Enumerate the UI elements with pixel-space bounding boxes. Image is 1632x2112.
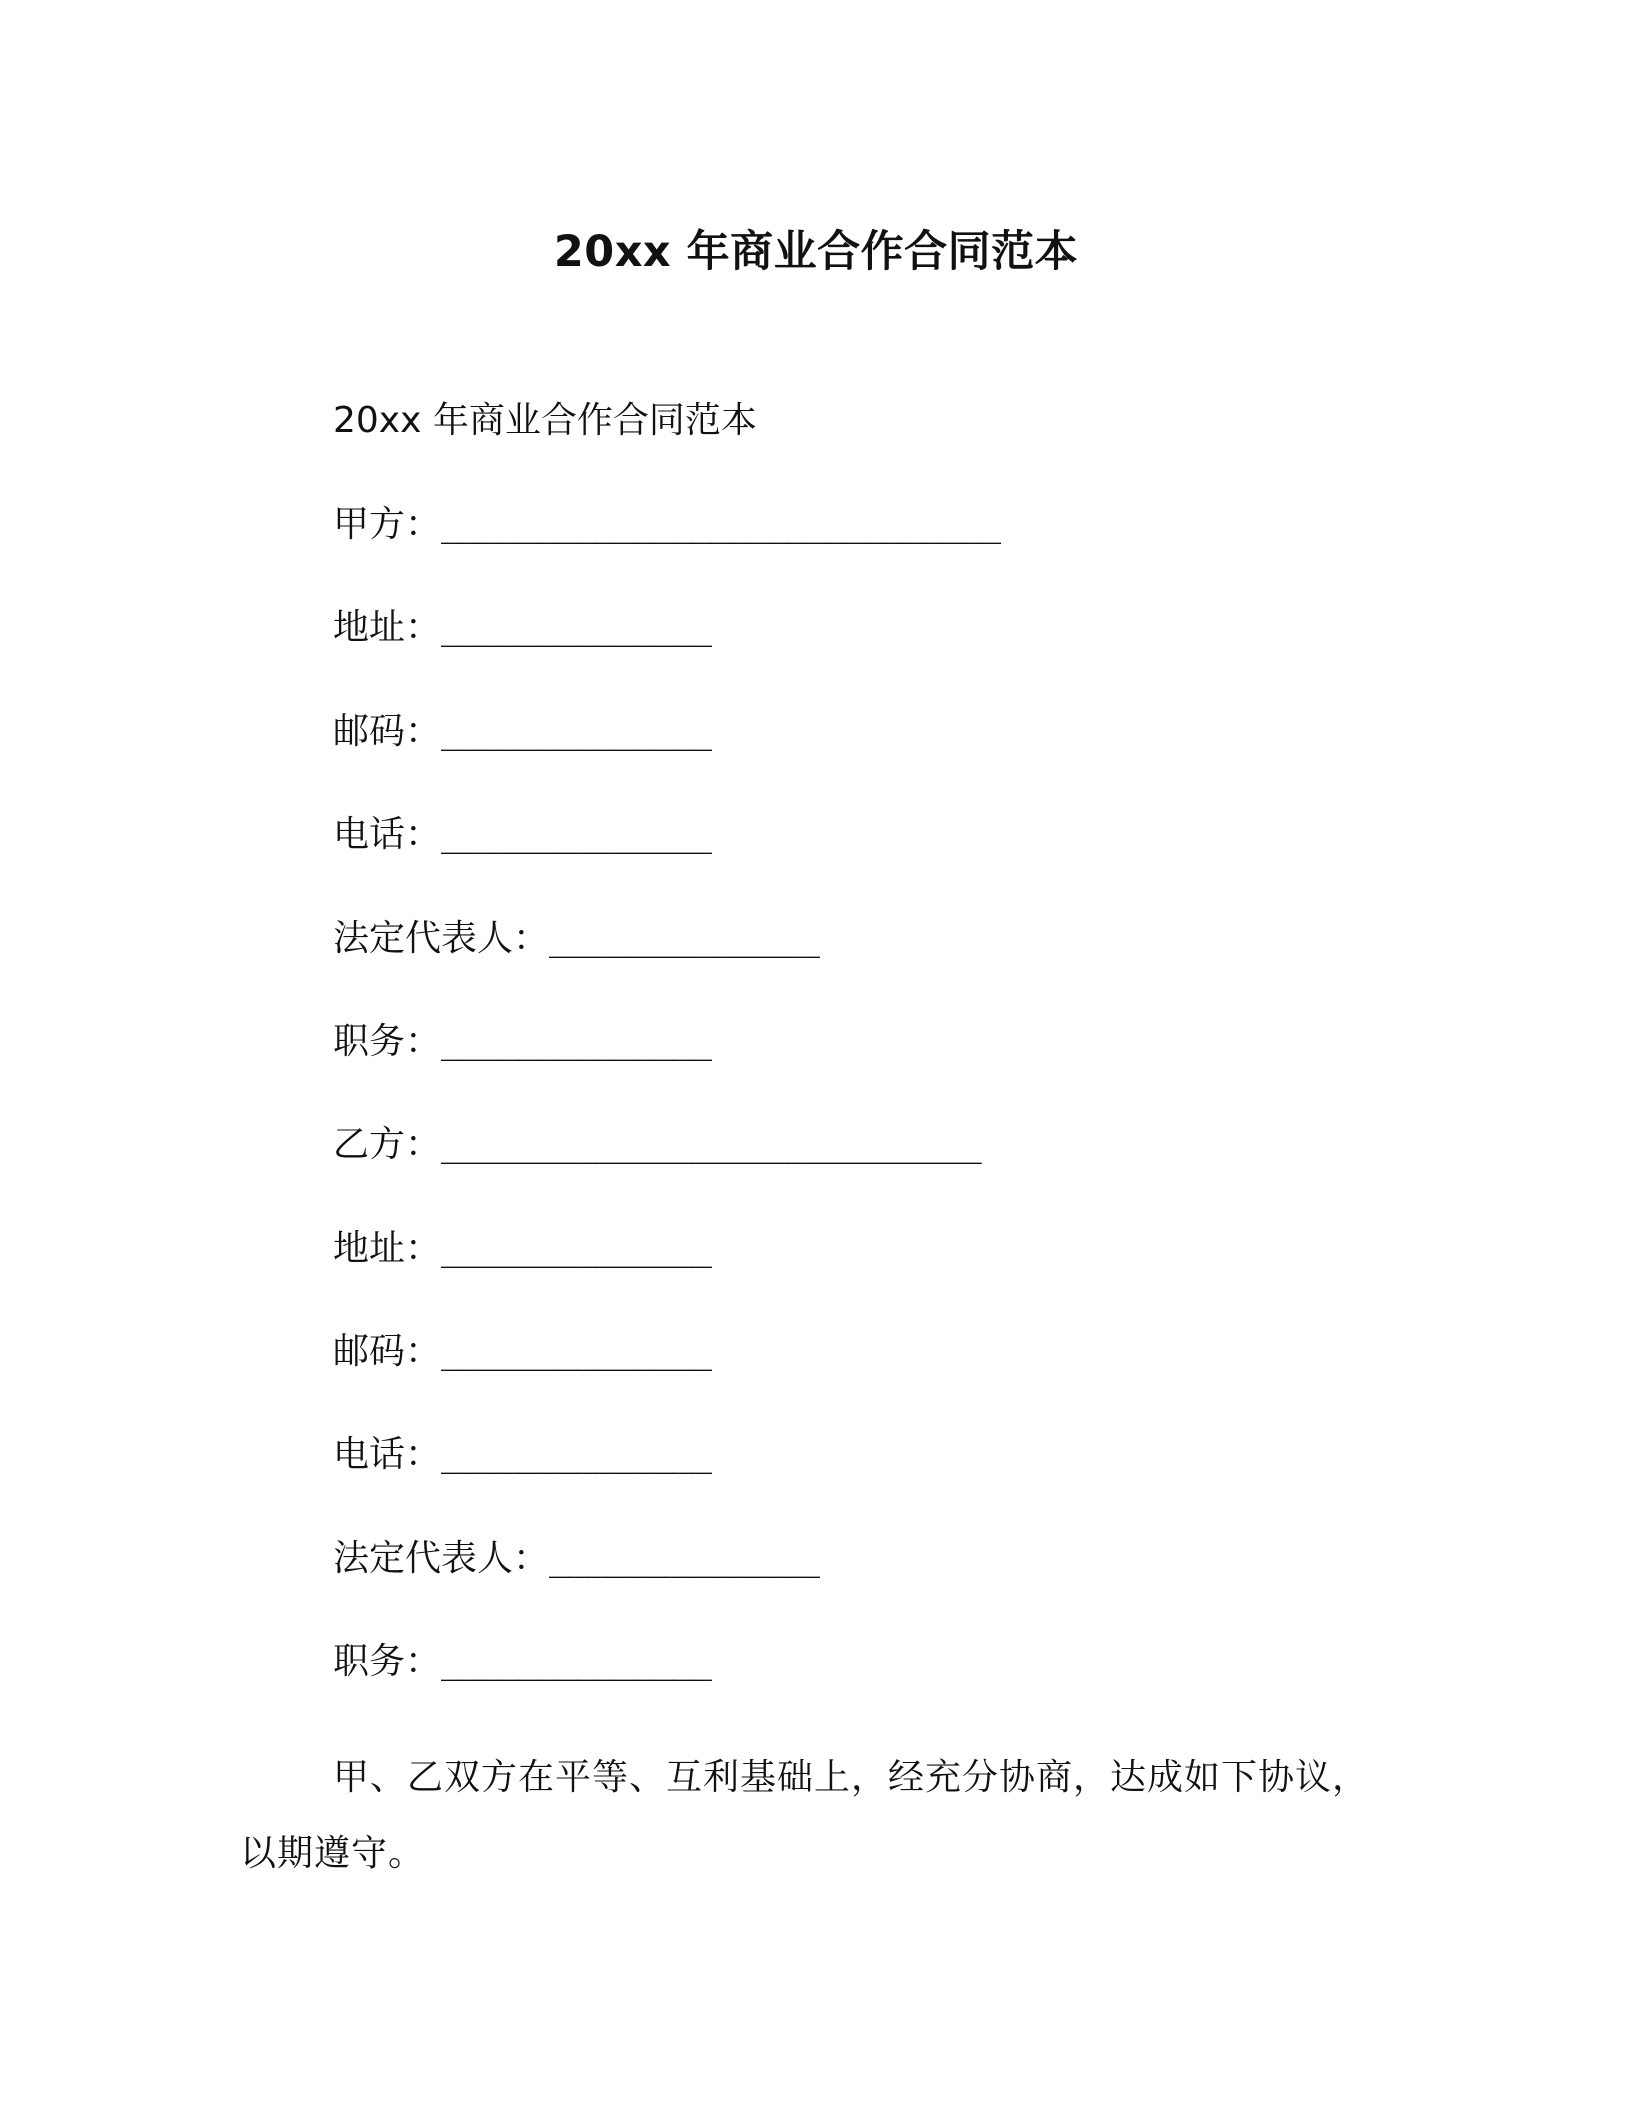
party-b-postcode-label: 邮码： bbox=[333, 1331, 442, 1372]
party-a-position-field bbox=[333, 1017, 711, 1067]
party-b-position-label: 职务： bbox=[333, 1641, 442, 1682]
party-b-name-label: 乙方： bbox=[333, 1124, 442, 1165]
party-a-postcode-field bbox=[333, 707, 711, 757]
party-a-phone-field bbox=[333, 810, 711, 860]
party-b-address-blank: ______________ bbox=[441, 1229, 711, 1269]
party-b-position-field bbox=[333, 1637, 711, 1687]
party-b-address-field bbox=[333, 1224, 711, 1274]
party-b-address-label: 地址： bbox=[333, 1228, 442, 1269]
party-b-name-field bbox=[333, 1120, 981, 1170]
party-b-phone-blank: ______________ bbox=[441, 1435, 711, 1475]
party-b-postcode-field bbox=[333, 1327, 711, 1377]
party-a-postcode-blank: ______________ bbox=[441, 712, 711, 752]
party-a-phone-label: 电话： bbox=[333, 814, 442, 855]
party-b-legal-rep-label: 法定代表人： bbox=[333, 1538, 550, 1579]
party-b-postcode-blank: ______________ bbox=[441, 1332, 711, 1372]
party-a-phone-blank: ______________ bbox=[441, 815, 711, 855]
party-b-name-blank: ____________________________ bbox=[441, 1125, 981, 1165]
party-a-postcode-label: 邮码： bbox=[333, 711, 442, 752]
party-a-legal-rep-blank: ______________ bbox=[549, 919, 819, 959]
party-b-position-blank: ______________ bbox=[441, 1642, 711, 1682]
party-a-legal-rep-label: 法定代表人： bbox=[333, 918, 550, 959]
document-subtitle: 20xx 年商业合作合同范本 bbox=[333, 400, 757, 441]
party-b-phone-label: 电话： bbox=[333, 1434, 442, 1475]
party-a-name-label: 甲方： bbox=[333, 504, 442, 545]
agreement-paragraph: 甲、乙双方在平等、互利基础上，经充分协商，达成如下协议，以期遵守。 bbox=[240, 1757, 1370, 1874]
party-a-address-label: 地址： bbox=[333, 607, 442, 648]
party-b-phone-field bbox=[333, 1430, 711, 1480]
document-title: 20xx 年商业合作合同范本 bbox=[553, 227, 1079, 277]
party-a-address-blank: ______________ bbox=[441, 608, 711, 648]
party-a-name-blank: _____________________________ bbox=[441, 505, 1000, 545]
party-a-position-blank: ______________ bbox=[441, 1022, 711, 1062]
party-a-address-field bbox=[333, 603, 711, 653]
party-a-legal-rep-field bbox=[333, 914, 819, 964]
party-a-name-field bbox=[333, 500, 1000, 550]
party-b-legal-rep-field bbox=[333, 1534, 819, 1584]
party-a-position-label: 职务： bbox=[333, 1021, 442, 1062]
party-b-legal-rep-blank: ______________ bbox=[549, 1539, 819, 1579]
